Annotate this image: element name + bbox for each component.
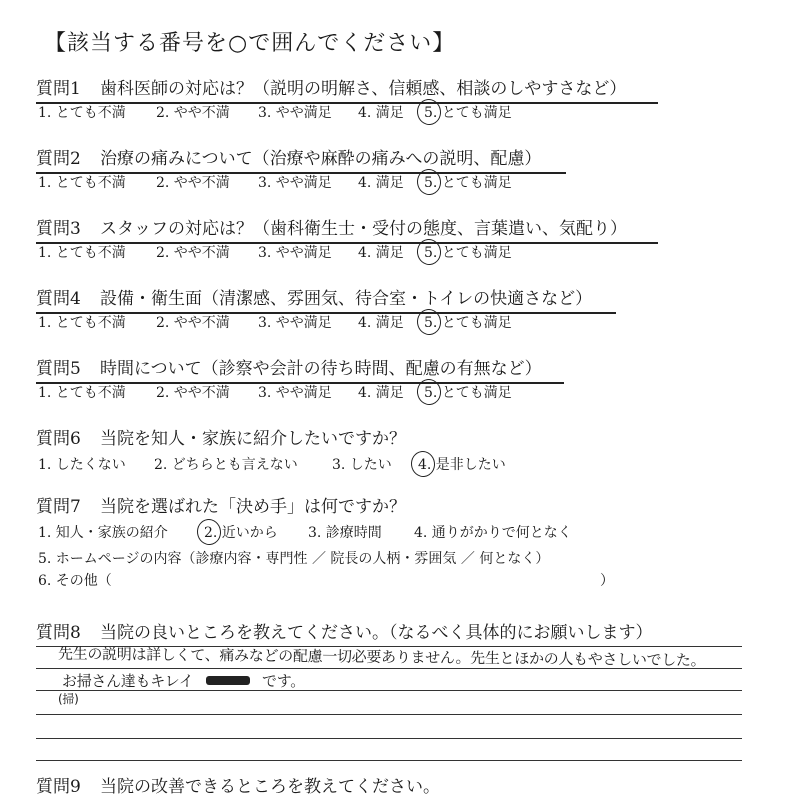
question-3-text: スタッフの対応は？（歯科衛生士・受付の態度、言葉遣い、気配り） [100, 219, 627, 239]
option-5-selected[interactable]: 5. とても満足 [424, 244, 512, 262]
option-3[interactable]: 3. したい [332, 457, 392, 473]
option-1[interactable]: 1. とても不満 [38, 245, 126, 261]
option-1[interactable]: 1. とても不満 [38, 315, 126, 331]
question-2-options [38, 174, 512, 192]
question-8-title [36, 622, 688, 646]
question-5-text: 時間について（診察や会計の待ち時間、配慮の有無など） [100, 359, 542, 379]
option-3[interactable]: 3. やや満足 [258, 385, 332, 401]
option-2[interactable]: 2. どちらとも言えない [154, 457, 298, 473]
option-6-other-label[interactable]: 6. その他（ [38, 573, 112, 589]
question-9-title [36, 776, 456, 800]
option-5-selected[interactable]: 5. とても満足 [424, 104, 512, 122]
option-3[interactable]: 3. 診療時間 [308, 525, 382, 541]
option-2[interactable]: 2. やや不満 [156, 385, 230, 401]
option-1[interactable]: 1. とても不満 [38, 105, 126, 121]
question-3-options [38, 244, 512, 262]
question-5-options [38, 384, 512, 402]
option-5-selected[interactable]: 5. とても満足 [424, 174, 512, 192]
handwritten-answer-line-2: お掃さん達もキレイ [62, 672, 194, 690]
question-6-text: 当院を知人・家族に紹介したいですか？ [100, 429, 406, 449]
question-6-number: 質問6 [36, 429, 81, 449]
option-3[interactable]: 3. やや満足 [258, 105, 332, 121]
question-1-options [38, 104, 512, 122]
option-4[interactable]: 4. 満足 [358, 245, 404, 261]
question-8-text: 当院の良いところを教えてください。（なるべく具体的にお願いします） [100, 623, 653, 643]
handwritten-note: (掃) [58, 692, 79, 706]
option-2[interactable]: 2. やや不満 [156, 245, 230, 261]
question-7-options-line-1 [38, 524, 572, 542]
option-6-close-paren: ） [600, 573, 614, 589]
question-1-number: 質問1 [36, 79, 81, 99]
option-3[interactable]: 3. やや満足 [258, 315, 332, 331]
question-6-title [36, 428, 426, 452]
question-1-text: 歯科医師の対応は？（説明の明解さ、信頼感、相談のしやすさなど） [100, 79, 627, 99]
question-6-options [38, 456, 506, 474]
question-9-text: 当院の改善できるところを教えてください。 [100, 777, 440, 797]
question-7-title [36, 496, 428, 520]
question-4-number: 質問4 [36, 289, 81, 309]
question-4-text: 設備・衛生面（清潔感、雰囲気、待合室・トイレの快適さなど） [100, 289, 593, 309]
selection-circle [409, 449, 436, 478]
option-4[interactable]: 4. 満足 [358, 315, 404, 331]
option-5-selected[interactable]: 5. とても満足 [424, 384, 512, 402]
option-2[interactable]: 2. やや不満 [156, 105, 230, 121]
option-4[interactable]: 4. 満足 [358, 105, 404, 121]
option-4[interactable]: 4. 満足 [358, 175, 404, 191]
option-4-selected[interactable]: 4. 是非したい [418, 456, 506, 474]
answer-line [36, 760, 742, 761]
option-2[interactable]: 2. やや不満 [156, 175, 230, 191]
crossed-out-scribble [206, 676, 250, 685]
question-4-title [36, 288, 616, 314]
option-4[interactable]: 4. 通りがかりで何となく [414, 525, 572, 541]
option-2[interactable]: 2. やや不満 [156, 315, 230, 331]
question-2-text: 治療の痛みについて（治療や麻酔の痛みへの説明、配慮） [100, 149, 542, 169]
question-1-title [36, 78, 658, 104]
option-5[interactable]: 5. ホームページの内容（診療内容・専門性 ／ 院長の人柄・雰囲気 ／ 何となく） [38, 551, 550, 567]
option-1[interactable]: 1. とても不満 [38, 385, 126, 401]
answer-line [36, 714, 742, 715]
page-header: 【該当する番号を○で囲んでください】 [44, 31, 456, 56]
handwritten-answer-line-2-end: です。 [262, 672, 305, 690]
handwritten-answer-line-1: 先生の説明は詳しくて、痛みなどの配慮一切必要ありません。先生とほかの人もやさしいでした。 [57, 644, 706, 670]
option-3[interactable]: 3. やや満足 [258, 175, 332, 191]
option-1[interactable]: 1. したくない [38, 457, 126, 473]
question-5-number: 質問5 [36, 359, 81, 379]
option-5-selected[interactable]: 5. とても満足 [424, 314, 512, 332]
question-8-number: 質問8 [36, 623, 81, 643]
option-4[interactable]: 4. 満足 [358, 385, 404, 401]
question-3-number: 質問3 [36, 219, 81, 239]
question-3-title [36, 218, 658, 244]
option-1[interactable]: 1. とても不満 [38, 175, 126, 191]
question-7-text: 当院を選ばれた「決め手」は何ですか？ [100, 497, 406, 517]
question-2-number: 質問2 [36, 149, 81, 169]
option-2-selected[interactable]: 2. 近いから [204, 524, 308, 542]
option-1[interactable]: 1. 知人・家族の紹介 [38, 525, 168, 541]
answer-line [36, 668, 742, 669]
question-5-title [36, 358, 564, 384]
answer-line [36, 738, 742, 739]
question-2-title [36, 148, 566, 174]
answer-line [36, 690, 742, 691]
question-4-options [38, 314, 512, 332]
question-7-number: 質問7 [36, 497, 81, 517]
question-9-number: 質問9 [36, 777, 81, 797]
selection-circle [195, 517, 222, 546]
option-3[interactable]: 3. やや満足 [258, 245, 332, 261]
